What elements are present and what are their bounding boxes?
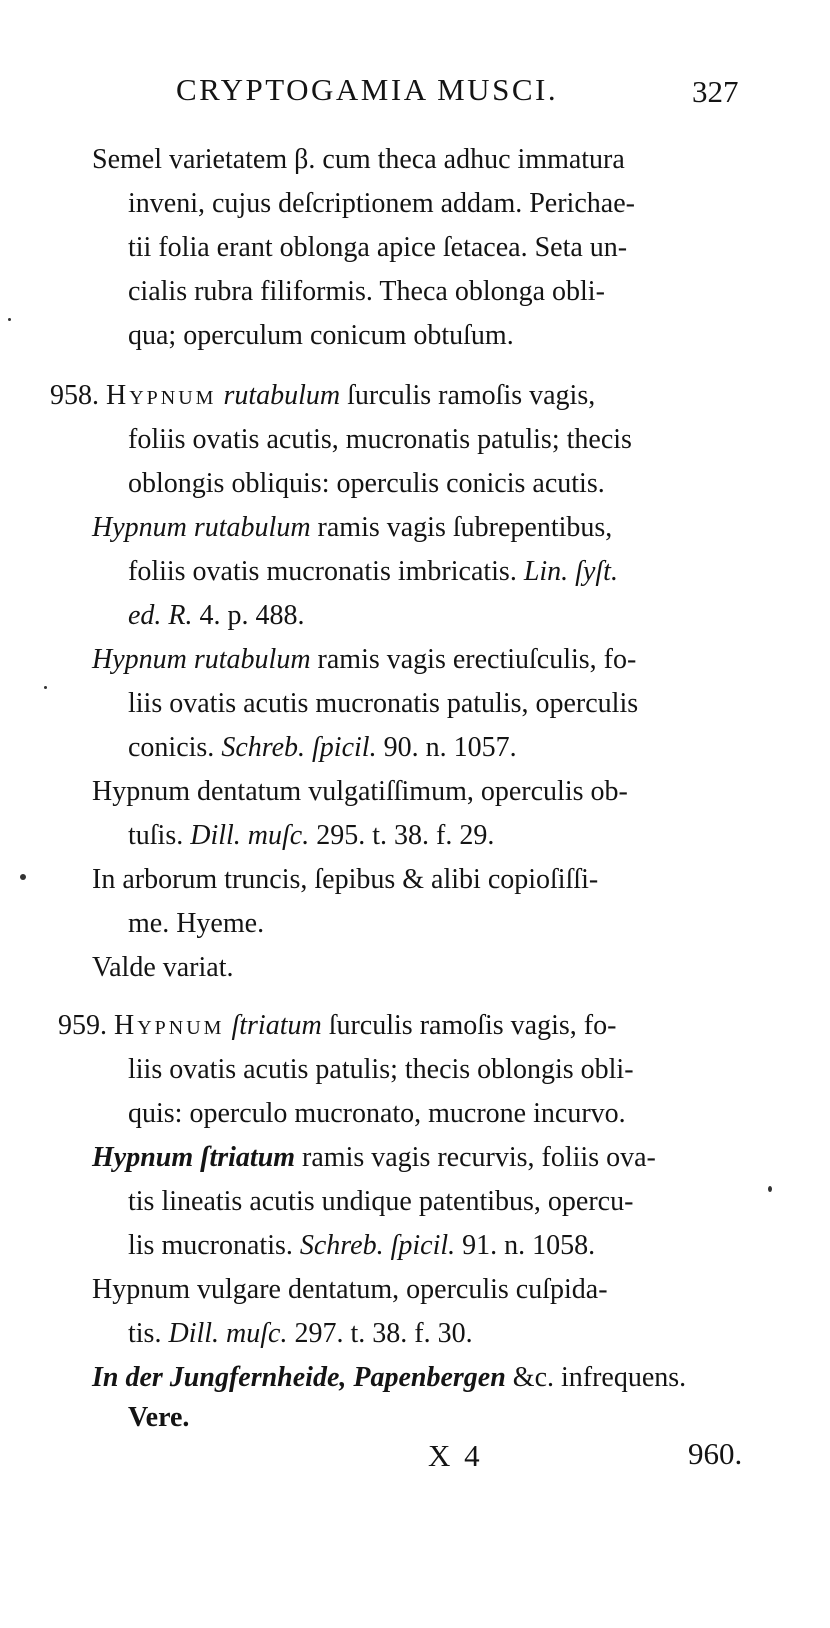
- paper-speck: [44, 686, 47, 689]
- reference-number: 90. n. 1057.: [376, 732, 517, 763]
- synonym-line: [128, 1316, 473, 1352]
- text-line: quis: operculo mucronato, mucrone incurvo.: [128, 1098, 626, 1129]
- paper-speck: [20, 874, 26, 880]
- entry-number: 959.: [58, 1010, 107, 1041]
- habitat-line: me. Hyeme.: [128, 908, 265, 939]
- text-line: foliis ovatis acutis, mucronatis patulis; thecis: [128, 424, 632, 455]
- paper-speck: [8, 318, 11, 321]
- synonym-line: [92, 1140, 656, 1176]
- synonym-line: [128, 730, 517, 766]
- text-line: Hypnum vulgare dentatum, operculis cuſpida-: [92, 1274, 608, 1305]
- habitat-line: In arborum truncis, ſepibus & alibi copioſiſſi-: [92, 864, 599, 895]
- synonym-line: [92, 510, 612, 546]
- text-line: Hypnum dentatum vulgatiſſimum, operculis ob-: [92, 776, 628, 807]
- synonym-line: [92, 642, 636, 678]
- running-title: CRYPTOGAMIA MUSCI.: [176, 72, 559, 107]
- text-line: tis lineatis acutis undique patentibus, opercu-: [128, 1186, 634, 1217]
- synonym-name: Hypnum rutabulum: [92, 512, 311, 543]
- synonym-line: [128, 1228, 595, 1264]
- reference: Schreb. ſpicil.: [221, 732, 377, 763]
- text-line: oblongis obliquis: operculis conicis acutis.: [128, 468, 605, 499]
- catchword: 960.: [688, 1436, 743, 1471]
- reference-number: 297. t. 38. f. 30.: [287, 1318, 473, 1349]
- note-line: Valde variat.: [92, 952, 234, 983]
- signature-mark: X 4: [428, 1438, 483, 1473]
- text-line: Semel varietatem β. cum theca adhuc immatura: [92, 144, 625, 175]
- reference-number: 4. p. 488.: [192, 600, 305, 631]
- reference: Dill. muſc.: [190, 820, 310, 851]
- diagnosis-text: ſurculis ramoſis vagis, fo-: [321, 1010, 617, 1041]
- text-line: liis ovatis acutis mucronatis patulis, operculis: [128, 688, 639, 719]
- page-number: 327: [692, 74, 739, 109]
- synonym-text: ramis vagis erectiuſculis, fo-: [310, 644, 637, 675]
- text-line: tii folia erant oblonga apice ſetacea. Seta un-: [128, 232, 628, 263]
- text-line: inveni, cujus deſcriptionem addam. Perichae-: [128, 188, 635, 219]
- habitat-locality: In der Jungfernheide, Papenbergen: [92, 1362, 506, 1393]
- page-header: [0, 72, 830, 122]
- synonym-line: [128, 554, 618, 590]
- paper-speck: [768, 1186, 772, 1192]
- entry-heading: [50, 378, 595, 414]
- synonym-name: Hypnum ſtriatum: [92, 1142, 296, 1173]
- text-line: liis ovatis acutis patulis; thecis oblongis obli-: [128, 1054, 634, 1085]
- reference-number: 91. n. 1058.: [455, 1230, 596, 1261]
- reference: Schreb. ſpicil.: [299, 1230, 456, 1261]
- habitat-line: [92, 1360, 686, 1396]
- entry-number: 958.: [50, 380, 99, 411]
- entry-heading: [58, 1008, 616, 1044]
- synonym-text: tuſis.: [128, 820, 191, 851]
- synonym-line: [128, 818, 494, 854]
- reference: Dill. muſc.: [168, 1318, 288, 1349]
- synonym-name: Hypnum rutabulum: [92, 644, 311, 675]
- synonym-text: tis.: [128, 1318, 169, 1349]
- genus-name: Hypnum: [106, 380, 217, 411]
- text-line: qua; operculum conicum obtuſum.: [128, 320, 514, 351]
- synonym-text: ramis vagis recurvis, foliis ova-: [295, 1142, 656, 1173]
- reference: ed. R.: [128, 600, 193, 631]
- species-name: rutabulum: [223, 380, 341, 411]
- habitat-text: &c. infrequens.: [505, 1362, 687, 1393]
- reference: Lin. ſyſt.: [523, 556, 618, 587]
- habitat-line: Vere.: [128, 1402, 190, 1433]
- genus-name: Hypnum: [114, 1010, 225, 1041]
- reference-number: 295. t. 38. f. 29.: [309, 820, 495, 851]
- synonym-text: lis mucronatis.: [128, 1230, 300, 1261]
- species-name: ſtriatum: [231, 1010, 322, 1041]
- synonym-text: foliis ovatis mucronatis imbricatis.: [128, 556, 524, 587]
- synonym-text: conicis.: [128, 732, 222, 763]
- synonym-text: ramis vagis ſubrepentibus,: [310, 512, 613, 543]
- diagnosis-text: ſurculis ramoſis vagis,: [340, 380, 596, 411]
- text-line: cialis rubra filiformis. Theca oblonga obli-: [128, 276, 605, 307]
- synonym-line: [128, 598, 305, 634]
